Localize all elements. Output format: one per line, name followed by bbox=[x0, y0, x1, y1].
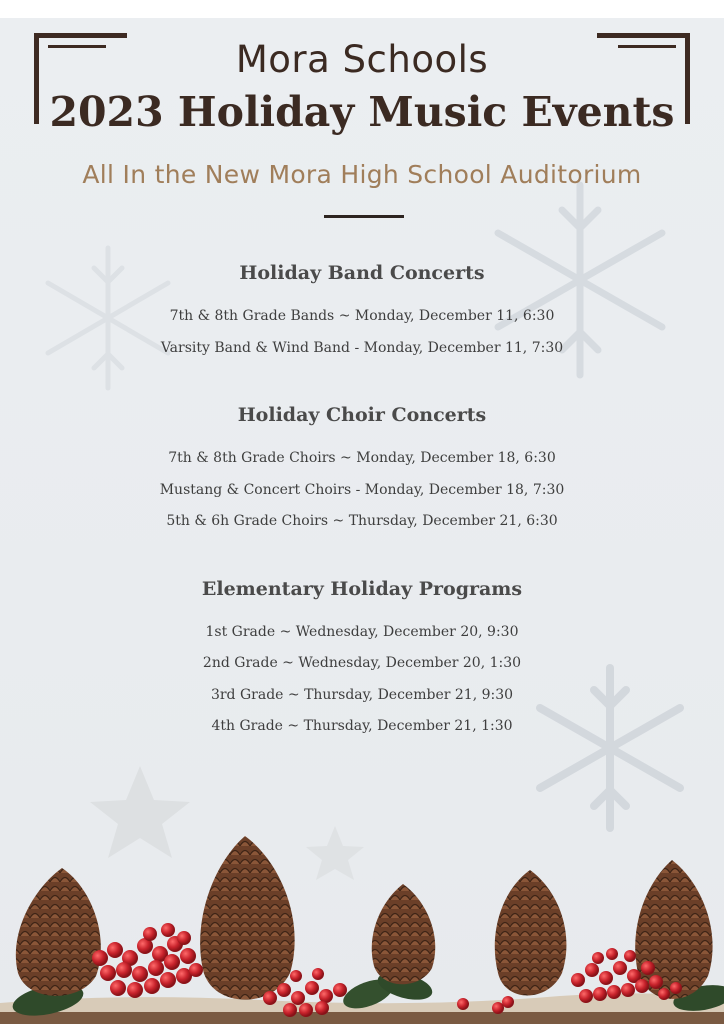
poster bbox=[0, 18, 724, 1024]
berry-cluster-icon bbox=[92, 923, 203, 998]
school-name: Mora Schools bbox=[235, 38, 489, 81]
event-line: 4th Grade ~ Thursday, December 21, 1:30 bbox=[211, 718, 513, 734]
event-line: 2nd Grade ~ Wednesday, December 20, 1:30 bbox=[202, 655, 522, 671]
pinecone-icon bbox=[372, 884, 436, 984]
holiday-decoration bbox=[0, 18, 724, 1024]
event-line: 7th & 8th Grade Choirs ~ Monday, December 18, 6:30 bbox=[168, 450, 556, 466]
pinecone-icon bbox=[495, 870, 567, 996]
event-line: 7th & 8th Grade Bands ~ Monday, December 11, 6:30 bbox=[169, 308, 555, 324]
pinecone-icon bbox=[16, 868, 101, 996]
event-line: 5th & 6h Grade Choirs ~ Thursday, December 21, 6:30 bbox=[166, 513, 558, 529]
section-title-band: Holiday Band Concerts bbox=[239, 262, 485, 284]
pinecone-icon bbox=[635, 860, 712, 999]
section-title-elementary: Elementary Holiday Programs bbox=[201, 578, 523, 600]
venue-subtitle: All In the New Mora High School Auditorium bbox=[82, 160, 642, 189]
page-title: 2023 Holiday Music Events bbox=[49, 88, 675, 136]
event-line: Varsity Band & Wind Band - Monday, December 11, 7:30 bbox=[160, 340, 564, 356]
event-line: Mustang & Concert Choirs - Monday, December 18, 7:30 bbox=[159, 482, 565, 498]
event-line: 3rd Grade ~ Thursday, December 21, 9:30 bbox=[210, 687, 514, 703]
section-title-choir: Holiday Choir Concerts bbox=[237, 404, 487, 426]
event-line: 1st Grade ~ Wednesday, December 20, 9:30 bbox=[205, 624, 519, 640]
pinecone-icon bbox=[200, 836, 295, 1000]
